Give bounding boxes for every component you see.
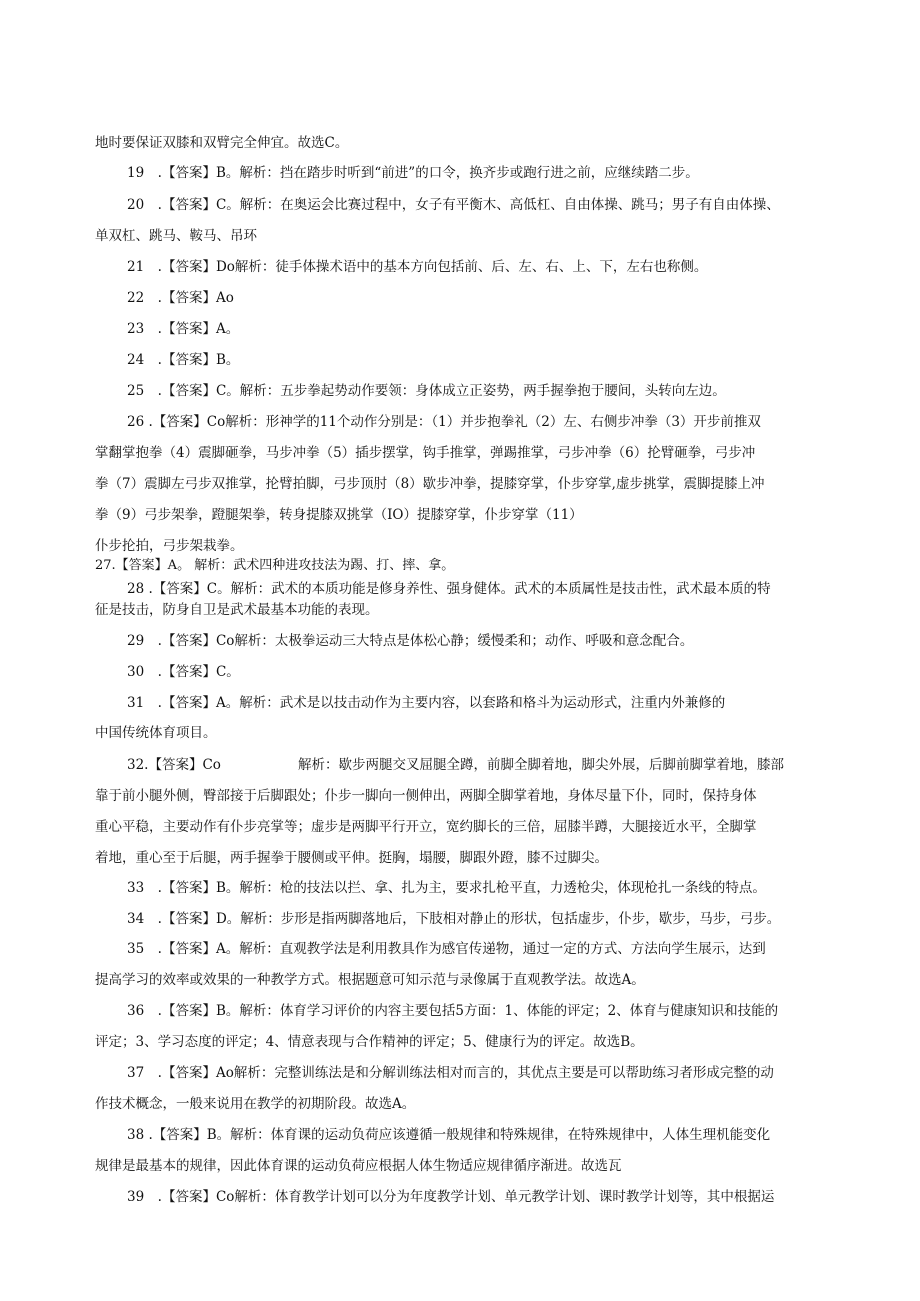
text-line: 拳（7）震脚左弓步双推掌，抡臂拍脚，弓步顶肘（8）歇步冲拳，提膝穿掌，仆步穿掌,虚步挑掌，震脚提膝上冲 — [95, 476, 765, 492]
answer-line-27: 27.【答案】A。 解析：武术四种进攻技法为踢、打、摔、拿。 — [95, 558, 455, 573]
text-line: 评定；3、学习态度的评定；4、情意表现与合作精神的评定；5、健康行为的评定。故选B。 — [95, 1034, 644, 1050]
text-line: 规律是最基本的规律，因此体育课的运动负荷应根据人体生物适应规律循序渐进。故选瓦 — [95, 1158, 622, 1174]
answer-line-25: 25 .【答案】C。解析：五步拳起势动作要领：身体成立正姿势，两手握拳抱于腰间，头转向左边。 — [127, 383, 726, 399]
text-line: 解析：歇步两腿交叉屈腿全蹲，前脚全脚着地，脚尖外展，后脚前脚掌着地，膝部 — [298, 757, 784, 773]
answer-line-33: 33 .【答案】B。解析：枪的技法以拦、拿、扎为主，要求扎枪平直，力透枪尖，体现枪扎一条线的特点。 — [127, 880, 766, 896]
answer-line-31: 31 .【答案】A。解析：武术是以技击动作为主要内容，以套路和格斗为运动形式，注重内外兼修的 — [127, 695, 726, 711]
text-line: 重心平稳，主要动作有仆步亮掌等；虚步是两脚平行开立，宽约脚长的三倍，屈膝半蹲，大腿接近水平，全脚掌 — [95, 819, 757, 835]
answer-line-24: 24 .【答案】B。 — [127, 352, 240, 368]
answer-line-35: 35 .【答案】A。解析：直观教学法是利用教具作为感官传递物，通过一定的方式、方法向学生展示，达到 — [127, 941, 766, 957]
answer-line-37: 37 .【答案】Ao解析：完整训练法是和分解训练法相对而言的，其优点主要是可以帮助练习者形成完整的动 — [127, 1065, 774, 1081]
text-line: 着地，重心至于后腿，两手握拳于腰侧或平伸。挺胸，塌腰，脚跟外蹬，膝不过脚尖。 — [95, 850, 608, 866]
text-line: 作技术概念，一般来说用在教学的初期阶段。故选A。 — [95, 1096, 416, 1112]
answer-line-23: 23 .【答案】A。 — [127, 321, 240, 337]
answer-line-32: 32.【答案】Co — [127, 757, 221, 773]
answer-line-22: 22 .【答案】Ao — [127, 290, 234, 306]
answer-line-19: 19 .【答案】B。解析：挡在踏步时听到“前进”的口令，换齐步或跑行进之前，应继续踏二步。 — [127, 165, 699, 181]
text-line: 提高学习的效率或效果的一种教学方式。根据题意可知示范与录像属于直观教学法。故选A。 — [95, 972, 645, 988]
answer-line-20: 20 .【答案】C。解析：在奥运会比赛过程中，女子有平衡木、高低杠、自由体操、跳马；男子有自由体操、 — [127, 197, 780, 213]
text-line: 靠于前小腿外侧，臀部接于后脚跟处；仆步一脚向一侧伸出，两脚全脚掌着地，身体尽量下仆，同时，保持身体 — [95, 788, 757, 804]
answer-line-38: 38 .【答案】B。解析：体育课的运动负荷应该遵循一般规律和特殊规律，在特殊规律中，人体生理机能变化 — [127, 1127, 771, 1143]
answer-line-34: 34 .【答案】D。解析：步形是指两脚落地后，下肢相对静止的形状，包括虚步，仆步，歇步，马步，弓步。 — [127, 911, 781, 927]
answer-line-26: 26 .【答案】Co解析：形神学的11个动作分别是：（1）并步抱拳礼（2）左、右侧步冲拳（3）开步前推双 — [127, 414, 761, 430]
text-line: 仆步抡拍，弓步架栽拳。 — [95, 538, 244, 554]
answer-line-29: 29 .【答案】Co解析：太极拳运动三大特点是体松心静；缓慢柔和；动作、呼吸和意念配合。 — [127, 633, 694, 649]
text-line: 中国传统体育项目。 — [95, 725, 217, 741]
text-line: 征是技击，防身自卫是武术最基本功能的表现。 — [95, 602, 379, 618]
answer-line-21: 21 .【答案】Do解析：徒手体操术语中的基本方向包括前、后、左、右、上、下，左右也称侧。 — [127, 259, 708, 275]
text-line: 地时要保证双膝和双臂完全伸宜。故选C。 — [95, 135, 349, 151]
text-line: 掌翻掌抱拳（4）震脚砸拳，马步冲拳（5）插步摆掌，钩手推掌，弹踢推掌，弓步冲拳（6）抡臂砸拳，弓步冲 — [95, 445, 756, 461]
text-line: 拳（9）弓步架拳，蹬腿架拳，转身提膝双挑掌（IO）提膝穿掌，仆步穿掌（11） — [95, 507, 583, 523]
answer-line-30: 30 .【答案】C。 — [127, 664, 240, 680]
answer-line-36: 36 .【答案】B。解析：体育学习评价的内容主要包括5方面：1、体能的评定；2、体育与健康知识和技能的 — [127, 1003, 779, 1019]
answer-line-39: 39 .【答案】Co解析：体育教学计划可以分为年度教学计划、单元教学计划、课时教学计划等，其中根据运 — [127, 1189, 775, 1205]
text-line: 单双杠、跳马、鞍马、吊环 — [95, 228, 257, 244]
answer-line-28: 28 .【答案】C。解析：武术的本质功能是修身养性、强身健体。武术的本质属性是技击性，武术最本质的特 — [127, 581, 771, 597]
